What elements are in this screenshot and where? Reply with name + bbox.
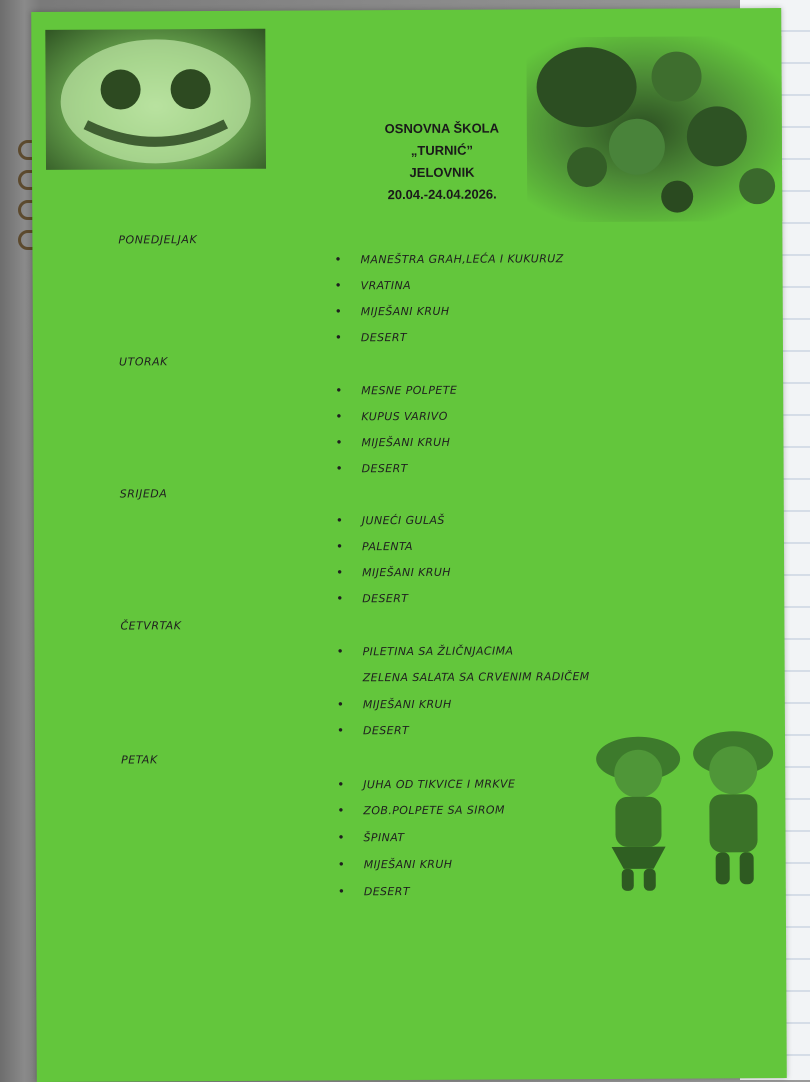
day-label-wednesday: SRIJEDA <box>119 487 168 501</box>
bullet-icon: • <box>337 803 345 818</box>
bullet-icon: • <box>334 330 343 345</box>
menu-item: • DESERT <box>337 884 410 899</box>
menu-item: • MIJEŠANI KRUH <box>336 565 451 580</box>
bullet-icon: • <box>335 435 343 450</box>
menu-item: • MIJEŠANI KRUH <box>335 435 451 450</box>
school-name: „TURNIĆ” <box>410 142 474 158</box>
menu-item: • MIJEŠANI KRUH <box>337 857 453 872</box>
menu-title: JELOVNIK <box>409 164 475 180</box>
day-label-thursday: ČETVRTAK <box>120 619 182 633</box>
bullet-icon: • <box>336 565 344 580</box>
bullet-icon: • <box>335 461 344 476</box>
day-label-monday: PONEDJELJAK <box>118 233 198 247</box>
bullet-icon: • <box>336 644 345 659</box>
bullet-icon: • <box>337 884 346 899</box>
menu-item: • ZOB.POLPETE SA SIROM <box>337 803 505 818</box>
bullet-icon: • <box>335 409 343 424</box>
menu-item: • KUPUS VARIVO <box>335 409 448 424</box>
menu-item: • MESNE POLPETE <box>335 383 458 398</box>
bullet-icon: • <box>336 723 345 738</box>
menu-item: • DESERT <box>334 330 408 345</box>
menu-item: • PALENTA <box>335 539 413 554</box>
bullet-icon: • <box>335 513 344 528</box>
school-label: OSNOVNA ŠKOLA <box>384 120 500 137</box>
menu-item: • PILETINA SA ŽLIČNJACIMA <box>336 644 514 659</box>
bullet-icon: • <box>337 830 346 845</box>
plate-photo-icon <box>45 29 266 170</box>
menu-item: • MIJEŠANI KRUH <box>336 697 452 712</box>
bullet-icon: • <box>334 252 343 267</box>
bullet-icon: • <box>336 697 345 712</box>
bullet-icon: • <box>334 304 343 319</box>
menu-item: • DESERT <box>335 461 408 476</box>
day-label-tuesday: UTORAK <box>119 355 168 369</box>
menu-dates: 20.04.-24.04.2026. <box>387 186 497 203</box>
menu-sheet <box>31 8 787 1082</box>
menu-item: • ŠPINAT <box>337 830 405 845</box>
vegetables-basket-photo-icon <box>526 36 782 222</box>
day-label-friday: PETAK <box>121 753 158 767</box>
gingerbread-kids-illustration-icon <box>583 718 784 899</box>
menu-item: • JUHA OD TIKVICE I MRKVE <box>337 777 516 792</box>
menu-item: • VRATINA <box>334 278 412 293</box>
bullet-icon: • <box>334 278 343 293</box>
bullet-icon: • <box>335 383 343 398</box>
menu-item: • DESERT <box>336 723 410 738</box>
menu-item: • DESERT <box>336 591 409 606</box>
menu-item: ZELENA SALATA SA CRVENIM RADIČEM <box>362 670 590 685</box>
bullet-icon: • <box>335 539 344 554</box>
bullet-icon: • <box>336 591 344 606</box>
menu-item: • MIJEŠANI KRUH <box>334 304 450 319</box>
menu-item: • MANEŠTRA GRAH,LEĆA I KUKURUZ <box>334 252 564 267</box>
bullet-icon: • <box>337 777 345 792</box>
bullet-icon: • <box>337 857 346 872</box>
menu-header <box>332 117 552 206</box>
menu-item: • JUNEĆI GULAŠ <box>335 513 445 528</box>
